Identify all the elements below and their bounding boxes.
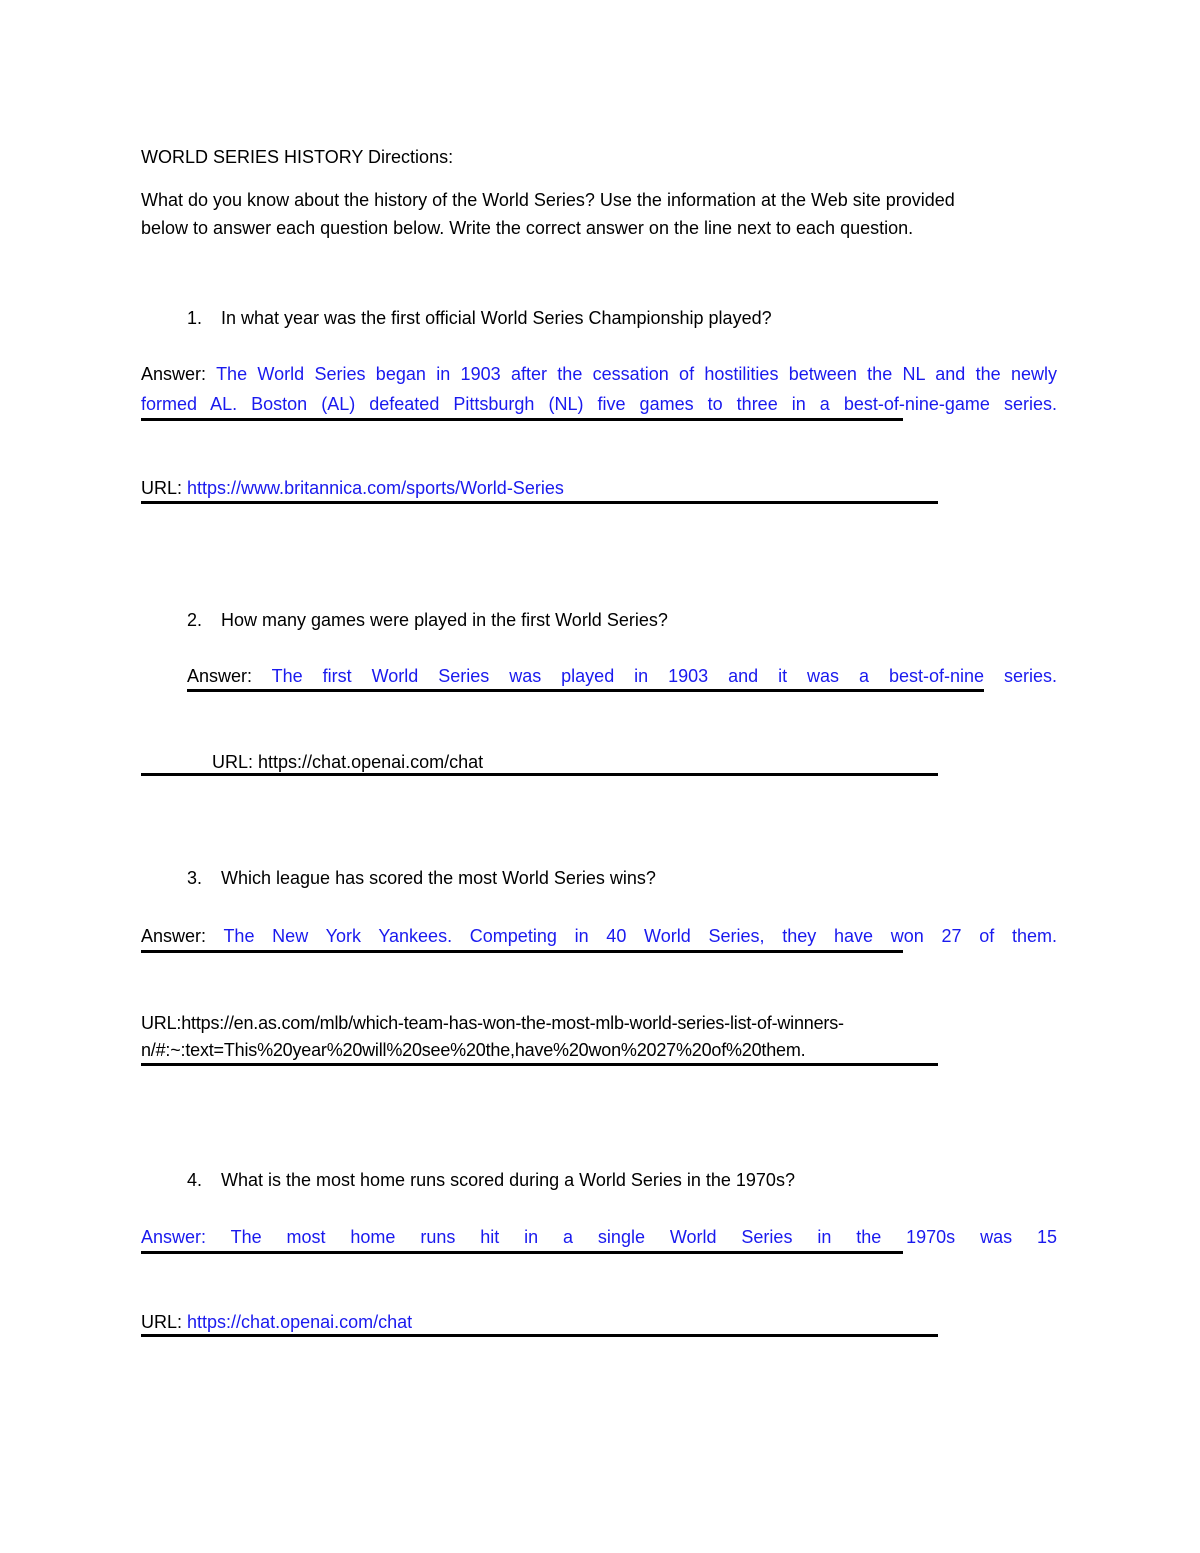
question-text: In what year was the first official World Series Championship played? (221, 308, 772, 328)
url-2 (212, 751, 483, 773)
answer-3-rule (141, 950, 903, 953)
answer-text: The World Series began in 1903 after the cessation of hostilities between the NL and the newly (216, 364, 1057, 384)
url-4-rule (141, 1334, 938, 1337)
url-3-line-2[interactable]: n/#:~:text=This%20year%20will%20see%20the,have%20won%2027%20of%20them. (141, 1040, 806, 1060)
answer-3-line-1 (141, 925, 1057, 947)
answer-text: The New York Yankees. Competing in 40 World Series, they have won 27 of them. (223, 926, 1057, 946)
page-title: WORLD SERIES HISTORY Directions: (141, 147, 454, 167)
answer-label: Answer: (141, 926, 207, 946)
url-label: URL: (141, 1013, 182, 1033)
question-number: 4. (187, 1170, 203, 1190)
question-number: 1. (187, 308, 203, 328)
question-text: How many games were played in the first World Series? (221, 610, 668, 630)
url-label: URL: (212, 752, 254, 772)
question-3 (187, 867, 656, 889)
url-2-rule (141, 773, 938, 776)
answer-4-rule (141, 1251, 903, 1254)
answer-1-rule (141, 418, 903, 421)
url-link[interactable]: https://chat.openai.com/chat (187, 1312, 413, 1332)
url-link[interactable]: https://chat.openai.com/chat (258, 752, 484, 772)
url-4 (141, 1311, 412, 1333)
answer-text: The first World Series was played in 1903 and it was a best-of-nine series. (271, 666, 1057, 686)
answer-text: The most home runs hit in a single World Series in the 1970s was 15 (230, 1227, 1057, 1247)
question-number: 2. (187, 610, 203, 630)
intro-line-2: below to answer each question below. Write the correct answer on the line next to each question. (141, 218, 914, 238)
url-3-line-1 (141, 1012, 844, 1034)
question-2 (187, 609, 668, 631)
answer-2-line-1 (187, 665, 1057, 687)
url-1 (141, 477, 564, 499)
question-number: 3. (187, 868, 203, 888)
intro-line-1: What do you know about the history of the World Series? Use the information at the Web site provided (141, 190, 955, 210)
answer-1-line-1 (141, 363, 1057, 385)
answer-label: Answer: (141, 364, 207, 384)
url-link[interactable]: https://en.as.com/mlb/which-team-has-won-the-most-mlb-world-series-list-of-winners- (181, 1013, 844, 1033)
question-4 (187, 1169, 795, 1191)
url-label: URL: (141, 478, 183, 498)
answer-label: Answer: (187, 666, 253, 686)
url-link[interactable]: https://www.britannica.com/sports/World-Series (187, 478, 564, 498)
question-text: Which league has scored the most World Series wins? (221, 868, 656, 888)
question-1 (187, 307, 772, 329)
url-1-rule (141, 501, 938, 504)
url-3-rule (141, 1063, 938, 1066)
answer-label: Answer: (141, 1227, 207, 1247)
answer-1-line-2: formed AL. Boston (AL) defeated Pittsburgh (NL) five games to three in a best-of-nine-game series. (141, 394, 1057, 414)
answer-4-line-1 (141, 1226, 1057, 1248)
url-label: URL: (141, 1312, 183, 1332)
question-text: What is the most home runs scored during a World Series in the 1970s? (221, 1170, 795, 1190)
answer-2-rule (187, 689, 984, 692)
